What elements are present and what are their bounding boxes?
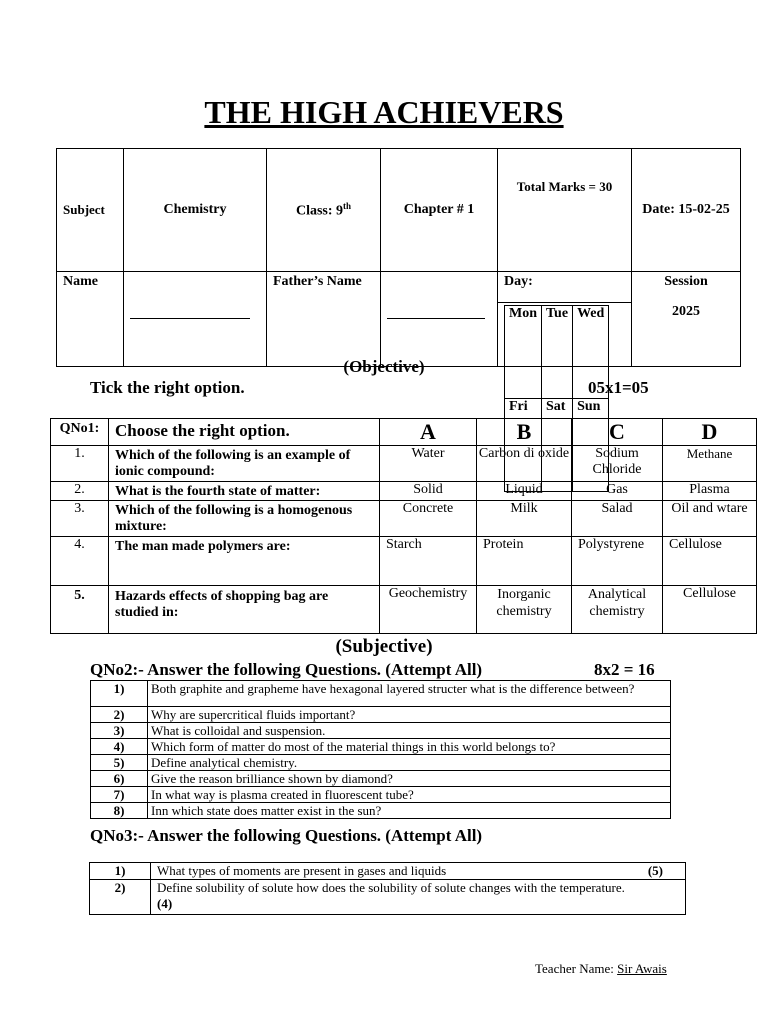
mcq-row bbox=[51, 446, 757, 482]
question-text: Which of the following is an example of ionic compound: bbox=[109, 446, 380, 482]
option-d[interactable]: Cellulose bbox=[663, 537, 757, 586]
q3-heading: QNo3:- Answer the following Questions. (Attempt All) bbox=[90, 826, 483, 845]
option-d[interactable]: Oil and wtare bbox=[663, 501, 757, 537]
question-number: 5. bbox=[51, 586, 109, 634]
short-question-number: 2) bbox=[91, 707, 148, 723]
question-text: Hazards effects of shopping bag are studied in: bbox=[109, 586, 380, 634]
long-question-cell bbox=[151, 863, 686, 880]
option-d[interactable]: Plasma bbox=[663, 482, 757, 501]
session-cell bbox=[632, 272, 741, 367]
q2-marks: 8x2 = 16 bbox=[594, 660, 655, 679]
teacher-label: Teacher Name: bbox=[535, 961, 618, 976]
day-option[interactable]: Fri bbox=[505, 399, 542, 492]
subject-value: Chemistry bbox=[124, 149, 267, 272]
short-question-row bbox=[91, 707, 671, 723]
day-label: Day: bbox=[498, 272, 631, 303]
objective-instruction: Tick the right option. bbox=[90, 378, 245, 397]
mcq-row bbox=[51, 586, 757, 634]
option-c[interactable]: Salad bbox=[572, 501, 663, 537]
session-label: Session bbox=[664, 274, 708, 289]
father-name-label: Father’s Name bbox=[267, 272, 381, 367]
class-cell bbox=[267, 149, 381, 272]
mcq-table bbox=[50, 418, 757, 634]
question-number: 3. bbox=[51, 501, 109, 537]
short-question-text: Give the reason brilliance shown by diamond? bbox=[148, 771, 671, 787]
short-question-number: 3) bbox=[91, 723, 148, 739]
qno-label: QNo1: bbox=[51, 419, 109, 446]
short-question-text: Define analytical chemistry. bbox=[148, 755, 671, 771]
chapter-label: Chapter # 1 bbox=[381, 149, 498, 272]
long-question-marks: (4) bbox=[157, 896, 173, 911]
total-marks-label: Total Marks = 30 bbox=[498, 149, 632, 272]
day-option[interactable]: Wed bbox=[573, 306, 609, 399]
long-question-number: 1) bbox=[90, 863, 151, 880]
short-question-number: 4) bbox=[91, 739, 148, 755]
session-value: 2025 bbox=[672, 304, 700, 319]
teacher-signature bbox=[535, 961, 667, 977]
long-question-row bbox=[90, 863, 686, 880]
short-question-row bbox=[91, 723, 671, 739]
mcq-row bbox=[51, 537, 757, 586]
option-b[interactable]: Milk bbox=[477, 501, 572, 537]
short-question-text: Both graphite and grapheme have hexagonal layered structer what is the difference between? bbox=[148, 681, 671, 707]
option-a[interactable]: Starch bbox=[380, 537, 477, 586]
long-question-row bbox=[90, 880, 686, 915]
short-question-row bbox=[91, 755, 671, 771]
option-header-b: B bbox=[477, 419, 572, 446]
short-question-row bbox=[91, 787, 671, 803]
page-title: THE HIGH ACHIEVERS bbox=[204, 94, 564, 130]
short-question-number: 7) bbox=[91, 787, 148, 803]
long-question-text: Define solubility of solute how does the solubility of solute changes with the temperature. bbox=[157, 880, 625, 895]
day-option[interactable]: Sat bbox=[542, 399, 573, 492]
objective-marks: 05x1=05 bbox=[588, 378, 649, 397]
option-b[interactable]: Inorganic chemistry bbox=[477, 586, 572, 634]
objective-heading: (Objective) bbox=[343, 357, 425, 376]
question-text: What is the fourth state of matter: bbox=[109, 482, 380, 501]
day-option[interactable]: Sun bbox=[573, 399, 609, 492]
short-question-number: 6) bbox=[91, 771, 148, 787]
choose-label: Choose the right option. bbox=[109, 419, 380, 446]
mcq-row bbox=[51, 501, 757, 537]
option-c[interactable]: Gas bbox=[572, 482, 663, 501]
long-question-cell bbox=[151, 880, 686, 915]
q2-table bbox=[90, 680, 671, 819]
short-question-text: Why are supercritical fluids important? bbox=[148, 707, 671, 723]
option-header-d: D bbox=[663, 419, 757, 446]
option-header-a: A bbox=[380, 419, 477, 446]
option-d[interactable]: Cellulose bbox=[663, 586, 757, 634]
option-a[interactable]: Water bbox=[380, 446, 477, 482]
short-question-text: Inn which state does matter exist in the sun? bbox=[148, 803, 671, 819]
option-b[interactable]: Carbon di oxide bbox=[477, 446, 572, 482]
q2-heading: QNo2:- Answer the following Questions. (Attempt All) bbox=[90, 660, 483, 679]
long-question-marks: (5) bbox=[647, 863, 663, 878]
mcq-row bbox=[51, 482, 757, 501]
father-name-underline bbox=[387, 318, 485, 319]
short-question-text: Which form of matter do most of the material things in this world belongs to? bbox=[148, 739, 671, 755]
short-question-row bbox=[91, 739, 671, 755]
subject-label: Subject bbox=[57, 149, 124, 272]
option-c[interactable]: Sodium Chloride bbox=[572, 446, 663, 482]
option-c[interactable]: Analytical chemistry bbox=[572, 586, 663, 634]
date-label: Date: 15-02-25 bbox=[632, 149, 741, 272]
class-label: Class: 9 bbox=[295, 203, 344, 219]
father-name-field[interactable] bbox=[381, 272, 498, 367]
long-question-text: What types of moments are present in gases and liquids bbox=[157, 863, 447, 878]
short-question-row bbox=[91, 803, 671, 819]
long-question-number: 2) bbox=[90, 880, 151, 915]
short-question-row bbox=[91, 771, 671, 787]
name-underline bbox=[130, 318, 250, 319]
name-label: Name bbox=[57, 272, 124, 367]
short-question-row bbox=[91, 681, 671, 707]
option-header-c: C bbox=[572, 419, 663, 446]
question-number: 1. bbox=[51, 446, 109, 482]
day-option[interactable]: Tue bbox=[542, 306, 573, 399]
short-question-text: In what way is plasma created in fluorescent tube? bbox=[148, 787, 671, 803]
class-superscript: th bbox=[343, 200, 352, 211]
day-option[interactable]: Mon bbox=[505, 306, 542, 399]
subjective-heading: (Subjective) bbox=[335, 636, 433, 657]
short-question-number: 1) bbox=[91, 681, 148, 707]
name-field[interactable] bbox=[124, 272, 267, 367]
option-a[interactable]: Concrete bbox=[380, 501, 477, 537]
option-d[interactable]: Methane bbox=[663, 446, 757, 482]
teacher-name: Sir Awais bbox=[617, 961, 667, 976]
short-question-text: What is colloidal and suspension. bbox=[148, 723, 671, 739]
question-text: Which of the following is a homogenous mixture: bbox=[109, 501, 380, 537]
short-question-number: 8) bbox=[91, 803, 148, 819]
short-question-number: 5) bbox=[91, 755, 148, 771]
option-a[interactable]: Geochemistry bbox=[380, 586, 477, 634]
option-b[interactable]: Protein bbox=[477, 537, 572, 586]
question-text: The man made polymers are: bbox=[109, 537, 380, 586]
option-b[interactable]: Liquid bbox=[477, 482, 572, 501]
question-number: 2. bbox=[51, 482, 109, 501]
q3-table bbox=[89, 862, 686, 915]
question-number: 4. bbox=[51, 537, 109, 586]
option-a[interactable]: Solid bbox=[380, 482, 477, 501]
option-c[interactable]: Polystyrene bbox=[572, 537, 663, 586]
